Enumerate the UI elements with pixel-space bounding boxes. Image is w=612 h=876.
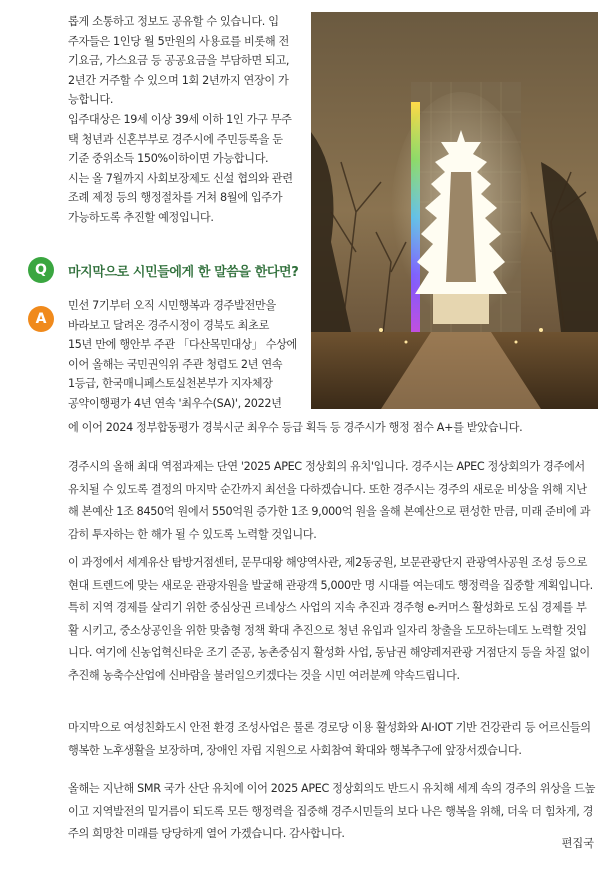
intro-line: 가능하도록 추진할 예정입니다. — [68, 210, 214, 224]
intro-line: 롭게 소통하고 정보도 공유할 수 있습니다. 입 — [68, 15, 279, 28]
body-paragraph: 경주시의 올해 최대 역점과제는 단연 '2025 APEC 정상회의 유치'입니다. 경주시는 APEC 정상회의가 경주에서 유치될 수 있도록 결정의 마지막 순간까지 최선을 다하겠습니다. 또한 경주시는 경주의 새로운 비상을 위해 지난해 본예산 1조 8450억 원에서 550억원 증가한 1조 9,000억 원을 올해 본예산으로 편성한 만큼, 미래 준비에 과감히 투자하는 한 해가 될 수 있도록 노력할 것입니다. — [68, 460, 591, 541]
intro-text-column — [68, 12, 300, 228]
answer-line: 공약이행평가 4년 연속 '최우수(SA)', 2022년 — [68, 396, 282, 410]
answer-line: 바라보고 달려온 경주시정이 경북도 최초로 — [68, 318, 270, 332]
author-signature: 편집국 — [561, 837, 594, 850]
question-badge: Q — [28, 257, 54, 283]
intro-line: 주자들은 1인당 월 5만원의 사용료를 비롯해 전 — [68, 34, 290, 48]
intro-line: 2년간 거주할 수 있으며 1회 2년까지 연장이 가 — [68, 73, 289, 87]
intro-line: 시는 올 7월까지 사회보장제도 신설 협의와 관련 — [68, 171, 293, 185]
body-paragraph: 올해는 지난해 SMR 국가 산단 유치에 이어 2025 APEC 정상회의도 반드시 유치해 세계 속의 경주의 위상을 드높이고 지역발전의 밑거름이 되도록 모든 행정력을 집중해 경주시민들의 보다 나은 행복을 위해, 더욱 더 힘차게, 경주의 희망찬 미래를 당당하게 열어 가겠습니다. 감사합니다. — [68, 782, 596, 841]
intro-line: 입주대상은 19세 이상 39세 이하 1인 가구 무주 — [68, 112, 292, 126]
answer-line: 1등급, 한국매니페스토실천본부가 지자체장 — [68, 377, 273, 391]
answer-line: 이어 올해는 국민권익위 주관 청렴도 2년 연속 — [68, 357, 283, 371]
body-paragraph: 이 과정에서 세계유산 탐방거점센터, 문무대왕 해양역사관, 제2동궁원, 보문관광단지 관광역사공원 조성 등으로 현대 트렌드에 맞는 새로운 관광자원을 발굴해 관광객 5,000만 명 시대를 여는데도 행정력을 집중할 계획입니다. 특히 지역 경제를 살리기 위한 중심상권 르네상스 사업의 지속 추진과 경주형 e-커머스 활성화로 도심 경제를 부활 시키고, 중소상공인을 위한 맞춤형 정책 확대 추진으로 청년 유입과 일자리 창출을 도모하는데도 노력할 것입니다. 여기에 신농업혁신타운 조기 준공, 농촌중심지 활성화 사업, 동남권 해양레저관광 거점단지 등을 차질 없이 추진해 농축수산업에 신바람을 불러일으키겠다는 것을 시민 여러분께 약속드립니다. — [68, 556, 593, 682]
answer-line: 15년 만에 행안부 주관 「다산목민대상」 수상에 — [68, 338, 298, 352]
intro-line: 능합니다. — [68, 93, 114, 107]
gyeongju-tower-photo — [311, 12, 598, 409]
intro-line: 기준 중위소득 150%이하이면 가능합니다. — [68, 152, 269, 166]
answer-continuation: 에 이어 2024 정부합동평가 경북시군 최우수 등급 획득 등 경주시가 행정 점수 A+를 받았습니다. — [68, 421, 523, 434]
answer-badge: A — [28, 306, 54, 332]
question-heading: 마지막으로 시민들에게 한 말씀을 한다면? — [68, 265, 299, 280]
answer-text-column — [68, 296, 300, 414]
intro-line: 기요금, 가스요금 등 공공요금을 부담하면 되고, — [68, 54, 290, 68]
intro-line: 택 청년과 신혼부부로 경주시에 주민등록을 둔 — [68, 132, 283, 146]
answer-line: 민선 7기부터 오직 시민행복과 경주발전만을 — [68, 299, 276, 312]
intro-line: 조례 제정 등의 행정절차를 거쳐 8월에 입주가 — [68, 191, 283, 205]
body-paragraph: 마지막으로 여성친화도시 안전 환경 조성사업은 물론 경로당 이용 활성화와 AI·IOT 기반 건강관리 등 어르신들의 행복한 노후생활을 보장하며, 장애인 자립 지원으로 사회참여 확대와 행복추구에 앞장서겠습니다. — [68, 721, 591, 757]
